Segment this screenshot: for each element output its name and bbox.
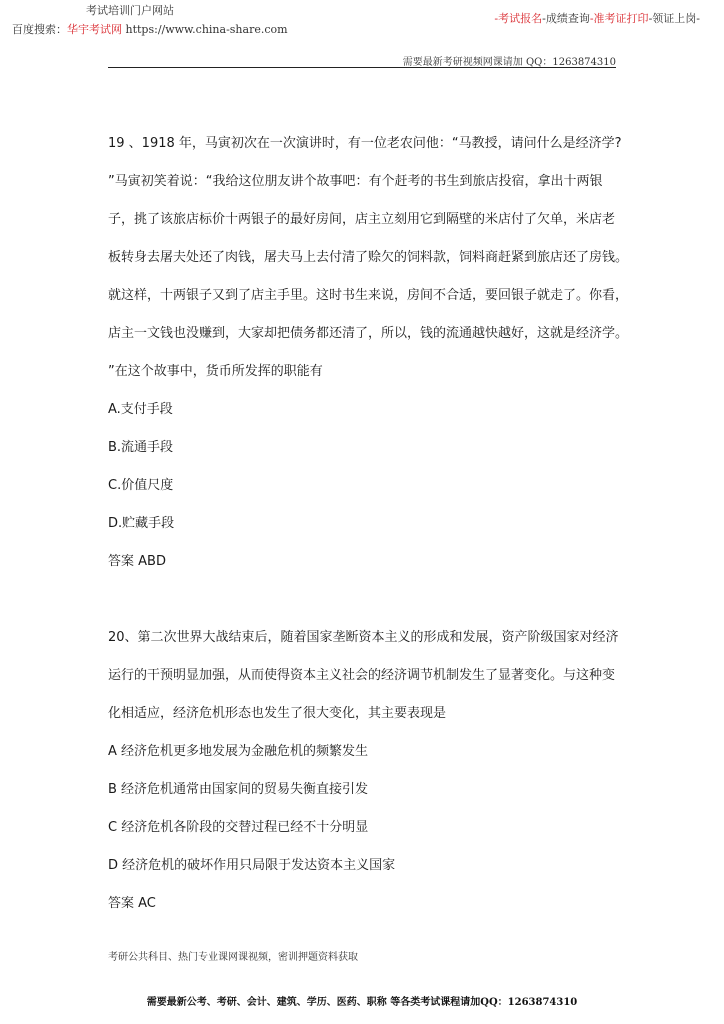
question-text-line: 20、第二次世界大战结束后，随着国家垄断资本主义的形成和发展，资产阶级国家对经济 [108, 630, 619, 645]
option-b: B.流通手段 [108, 440, 174, 455]
document-body [108, 131, 629, 929]
search-label: 百度搜索： [12, 23, 67, 36]
link-exam-registration[interactable]: -考试报名 [494, 12, 543, 25]
question-text-line: 运行的干预明显加强，从而使得资本主义社会的经济调节机制发生了显著变化。与这种变 [108, 668, 616, 683]
option-d: D 经济危机的破坏作用只局限于发达资本主义国家 [108, 858, 396, 873]
link-certificate[interactable]: -领证上岗- [648, 12, 700, 25]
link-admission-ticket[interactable]: -准考证打印 [589, 12, 649, 25]
option-d: D.贮藏手段 [108, 516, 175, 531]
question-text-line: 板转身去屠夫处还了肉钱，屠夫马上去付清了赊欠的饲料款，饲料商赶紧到旅店还了房钱。 [108, 250, 629, 265]
option-c: C 经济危机各阶段的交替过程已经不十分明显 [108, 820, 369, 835]
footer-bar: 需要最新公考、考研、会计、建筑、学历、医药、职称 等各类考试课程请加QQ：1263874310 [146, 997, 578, 1008]
question-text-line: 店主一文钱也没赚到，大家却把债务都还清了，所以，钱的流通越快越好，这就是经济学。 [108, 326, 629, 341]
header-qq-note: 需要最新考研视频网课请加 QQ：1263874310 [402, 57, 616, 68]
question-text-line: ”马寅初笑着说：“我给这位朋友讲个故事吧：有个赶考的书生到旅店投宿，拿出十两银 [108, 174, 603, 189]
question-text-line: 化相适应，经济危机形态也发生了很大变化，其主要表现是 [108, 706, 447, 721]
answer: 答案 AC [108, 896, 156, 911]
link-score-query[interactable]: -成绩查询 [542, 12, 590, 25]
question-text-line: ”在这个故事中，货币所发挥的职能有 [108, 364, 323, 379]
question-20 [108, 625, 618, 929]
option-a: A 经济危机更多地发展为金融危机的频繁发生 [108, 744, 369, 759]
spacer [108, 587, 618, 625]
answer: 答案 ABD [108, 554, 166, 569]
site-url[interactable]: https://www.china-share.com [125, 23, 288, 36]
site-brand: 考试培训门户网站 [86, 4, 174, 17]
footer-note: 考研公共科目、热门专业课网课视频，密训押题资料获取 [108, 952, 358, 963]
header-links [494, 10, 700, 26]
question-19 [108, 131, 629, 587]
option-c: C.价值尺度 [108, 478, 174, 493]
search-brand[interactable]: 华宇考试网 [67, 23, 122, 36]
question-text-line: 子，挑了该旅店标价十两银子的最好房间，店主立刻用它到隔壁的米店付了欠单，米店老 [108, 212, 616, 227]
header-divider [108, 67, 616, 68]
option-a: A.支付手段 [108, 402, 173, 417]
search-hint [12, 21, 288, 37]
option-b: B 经济危机通常由国家间的贸易失衡直接引发 [108, 782, 369, 797]
question-text-line: 就这样，十两银子又到了店主手里。这时书生来说，房间不合适，要回银子就走了。你看， [108, 288, 629, 303]
question-text-line: 19 、1918 年，马寅初次在一次演讲时，有一位老农问他：“马教授，请问什么是经济学? [108, 136, 622, 151]
